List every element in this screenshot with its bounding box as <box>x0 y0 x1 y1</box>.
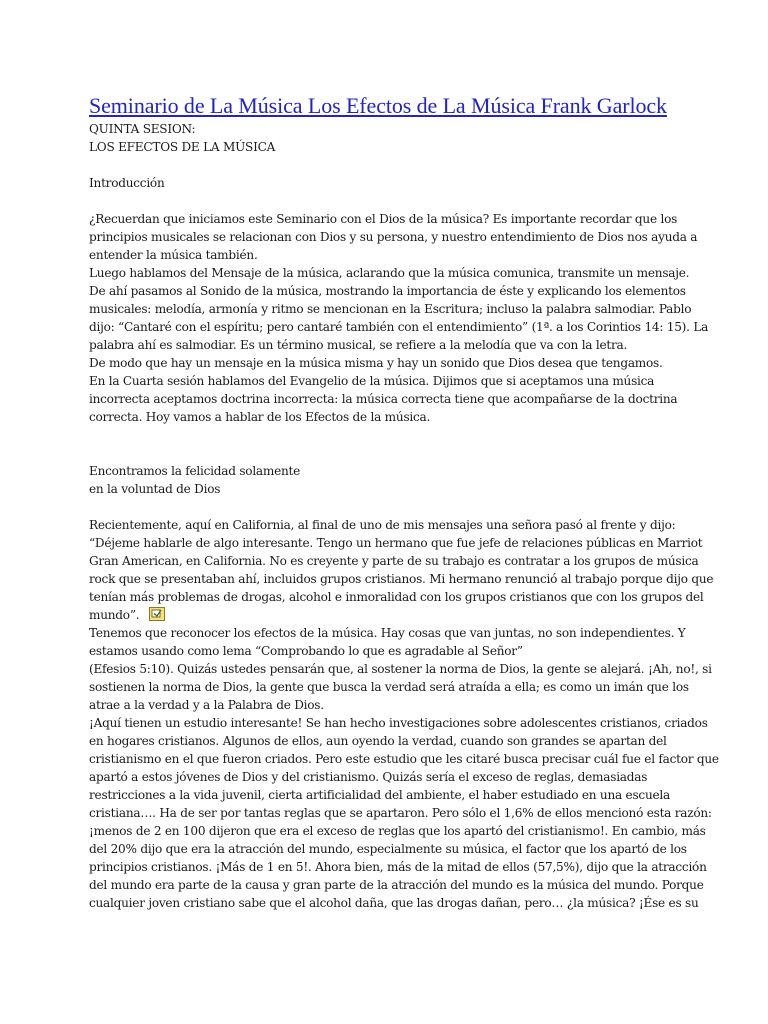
paragraph-line: del mundo era parte de la causa y gran parte de la atracción del mundo es la música del mundo. Porque <box>89 878 704 892</box>
paragraph-line: (Efesios 5:10). Quizás ustedes pensarán que, al sostener la norma de Dios, la gente se alejará. ¡Ah, no!, si <box>89 662 712 676</box>
paragraph-line: principios cristianos. ¡Más de 1 en 5!. Ahora bien, más de la mitad de ellos (57,5%), dijo que la atracción <box>89 860 707 874</box>
paragraph-line: Luego hablamos del Mensaje de la música, aclarando que la música comunica, transmite un mensaje. <box>89 266 690 280</box>
paragraph-line <box>89 606 708 624</box>
section-heading <box>89 462 708 498</box>
paragraph-line-text: mundo”. <box>89 608 140 622</box>
paragraph-line: palabra ahí es salmodiar. Es un término musical, se refiere a la melodía que va con la letra. <box>89 338 628 352</box>
paragraph-line: dijo: “Cantaré con el espíritu; pero cantaré también con el entendimiento” (1ª. a los Corintios 14: 15). La <box>89 320 709 334</box>
paragraph-line: cualquier joven cristiano sabe que el alcohol daña, que las drogas dañan, pero… ¿la música? ¡Ése es su <box>89 896 699 910</box>
session-subtitle: LOS EFECTOS DE LA MÚSICA <box>89 140 276 154</box>
paragraph-line: del 20% dijo que era la atracción del mundo, especialmente su música, el factor que los apartó de los <box>89 842 687 856</box>
paragraph-line: sostienen la norma de Dios, la gente que busca la verdad será atraída a ella; es como un imán que los <box>89 680 689 694</box>
paragraph-line: tenían más problemas de drogas, alcohol e inmoralidad con los grupos cristianos que con los grupos del <box>89 590 704 604</box>
paragraph-line: incorrecta aceptamos doctrina incorrecta: la música correcta tiene que acompañarse de la doctrina <box>89 392 678 406</box>
paragraph-line: restricciones a la vida juvenil, cierta artificialidad del ambiente, el haber estudiado en una escuela <box>89 788 670 802</box>
paragraph-line: cristianismo en el que fueron criados. Pero este estudio que les citaré busca precisar cuál fue el factor que <box>89 752 719 766</box>
embedded-object-icon[interactable] <box>149 607 165 621</box>
intro-paragraph <box>89 210 708 426</box>
paragraph-line: ¿Recuerdan que iniciamos este Seminario con el Dios de la música? Es importante recordar que los <box>89 212 678 226</box>
paragraph-line: principios musicales se relacionan con Dios y su persona, y nuestro entendimiento de Dios nos ayuda a <box>89 230 698 244</box>
effects-paragraph <box>89 624 719 912</box>
paragraph-line: correcta. Hoy vamos a hablar de los Efectos de la música. <box>89 410 431 424</box>
paragraph-line: apartó a estos jóvenes de Dios y del cristianismo. Quizás sería el exceso de reglas, demasiadas <box>89 770 648 784</box>
intro-heading: Introducción <box>89 176 165 190</box>
story-paragraph <box>89 516 714 606</box>
paragraph-line: Gran American, en California. No es creyente y parte de su trabajo es contratar a los grupos de música <box>89 554 699 568</box>
paragraph-line: ¡menos de 2 en 100 dijeron que era el exceso de reglas que los apartó del cristianismo!. En cambio, más <box>89 824 706 838</box>
paragraph-line: en hogares cristianos. Algunos de ellos, aun oyendo la verdad, cuando son grandes se apartan del <box>89 734 667 748</box>
paragraph-line: En la Cuarta sesión hablamos del Evangelio de la música. Dijimos que si aceptamos una música <box>89 374 655 388</box>
paragraph-line: Tenemos que reconocer los efectos de la música. Hay cosas que van juntas, no son independientes. Y <box>89 626 686 640</box>
paragraph-line: De ahí pasamos al Sonido de la música, mostrando la importancia de éste y explicando los elementos <box>89 284 686 298</box>
paragraph-line: Recientemente, aquí en California, al final de uno de mis mensajes una señora pasó al frente y dijo: <box>89 518 676 532</box>
paragraph-line: rock que se presentaban ahí, incluidos grupos cristianos. Mi hermano renunció al trabajo porque dijo que <box>89 572 714 586</box>
paragraph-line: ¡Aquí tienen un estudio interesante! Se han hecho investigaciones sobre adolescentes cristianos, criados <box>89 716 708 730</box>
session-label: QUINTA SESION: <box>89 122 196 136</box>
paragraph-line: entender la música también. <box>89 248 258 262</box>
paragraph-line: cristiana…. Ha de ser por tantas reglas que se apartaron. Pero sólo el 1,6% de ellos mencionó esta razón: <box>89 806 712 820</box>
paragraph-line: “Déjeme hablarle de algo interesante. Tengo un hermano que fue jefe de relaciones públicas en Marriot <box>89 536 703 550</box>
paragraph-line: atrae a la verdad y a la Palabra de Dios. <box>89 698 324 712</box>
paragraph-line: De modo que hay un mensaje en la música misma y hay un sonido que Dios desea que tengamos. <box>89 356 663 370</box>
paragraph-line: en la voluntad de Dios <box>89 482 221 496</box>
paragraph-line: Encontramos la felicidad solamente <box>89 464 301 478</box>
paragraph-line: estamos usando como lema “Comprobando lo que es agradable al Señor” <box>89 644 523 658</box>
document-title-link[interactable]: Seminario de La Música Los Efectos de La Música Frank Garlock <box>89 93 667 118</box>
paragraph-line: musicales: melodía, armonía y ritmo se mencionan en la Escritura; incluso la palabra salmodiar. Pablo <box>89 302 692 316</box>
